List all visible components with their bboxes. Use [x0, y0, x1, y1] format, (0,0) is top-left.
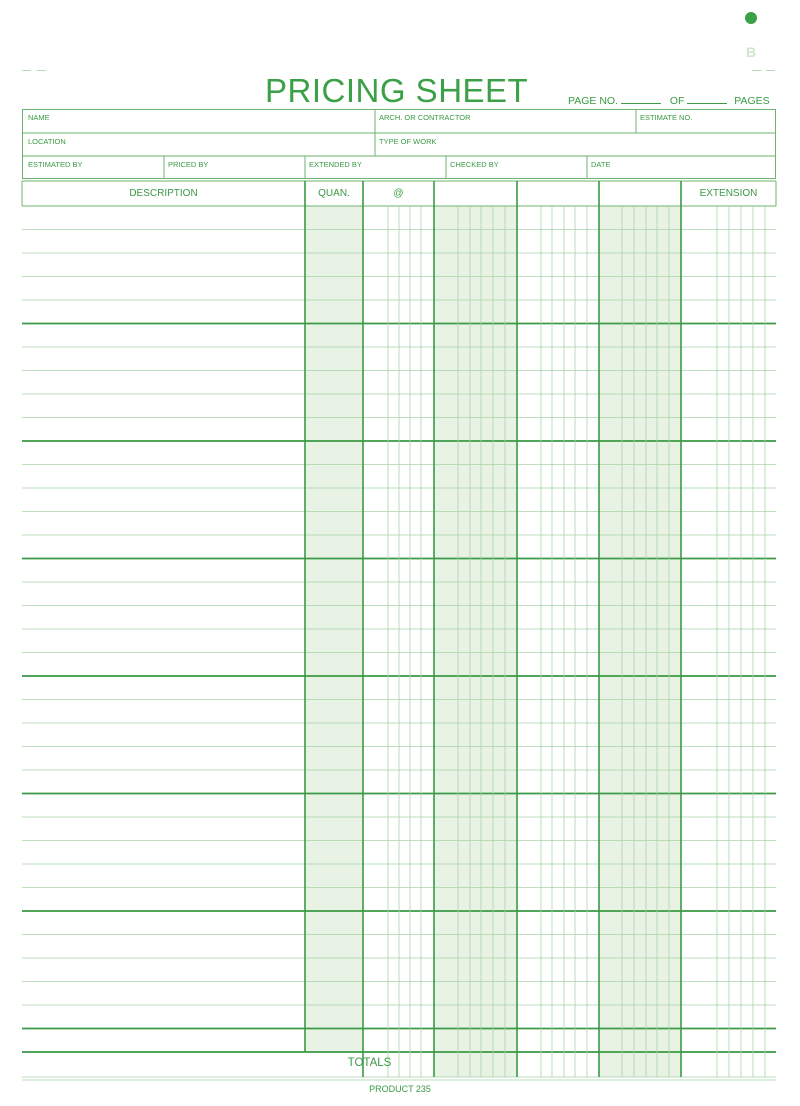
product-number: PRODUCT 235: [369, 1084, 431, 1094]
totals-label: TOTALS: [347, 1057, 392, 1069]
description-column-header: DESCRIPTION: [129, 188, 198, 199]
page-title: PRICING SHEET: [265, 72, 529, 109]
type-of-work-field-label: TYPE OF WORK: [379, 137, 437, 146]
arch-contractor-field-label: ARCH. OR CONTRACTOR: [379, 113, 471, 122]
checked-by-field-label: CHECKED BY: [450, 160, 499, 169]
amount-column-1-shading: [434, 206, 517, 1077]
extension-column-header: EXTENSION: [699, 188, 758, 199]
location-field-label: LOCATION: [28, 137, 66, 146]
page-no-label: PAGE NO.: [568, 95, 618, 107]
priced-by-field-label: PRICED BY: [168, 160, 209, 169]
quan-column-header: QUAN.: [318, 188, 350, 199]
estimated-by-field-label: ESTIMATED BY: [28, 160, 83, 169]
date-field-label: DATE: [591, 160, 611, 169]
copy-mark: B: [746, 44, 757, 60]
estimate-no-field-label: ESTIMATE NO.: [640, 113, 693, 122]
unit-price-column-header: @: [393, 188, 404, 199]
name-field-label: NAME: [28, 113, 50, 122]
pages-label: PAGES: [734, 95, 770, 107]
extended-by-field-label: EXTENDED BY: [309, 160, 362, 169]
of-label: OF: [669, 95, 685, 107]
